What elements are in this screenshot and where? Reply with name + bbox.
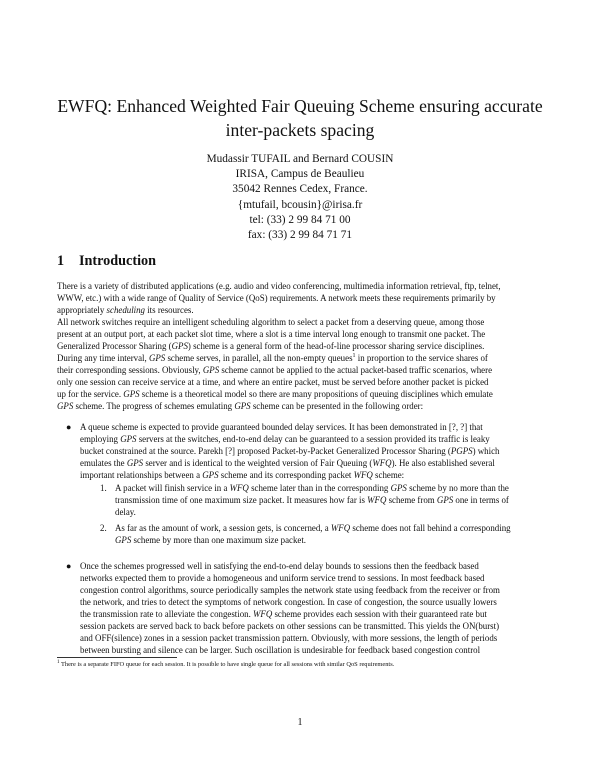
math-gps: GPS [436,495,454,505]
text-line [80,433,542,445]
math-gps: GPS [148,353,166,363]
text-span: scheme later than in the corresponding [248,483,391,493]
text-line: All network switches require an intelligent scheduling algorithm to select a packet from a deserving queue, among those [57,317,485,327]
text-line: session packets are served back to back before packets on other sessions can be transmitted. This yields the ON(burst) [80,621,500,631]
telephone: tel: (33) 2 99 84 71 00 [249,213,351,226]
text-line: between bursting and silence can be larger. Such oscillation is undesirable for feedback based congestion control [80,645,481,655]
text-span: scheme by more than one maximum size packet. [131,535,307,545]
math-gps: GPS [57,401,74,411]
text-span: A packet will finish service in a [115,483,230,493]
text-span: Generalized Processor Sharing ( [57,341,172,351]
text-span: scheme by no more than the [406,483,509,493]
text-span: scheme and its corresponding packet [218,470,354,480]
text-span: in proportion to the service shares of [355,353,488,363]
text-line [115,534,540,546]
text-line: the network, and tries to detect the symptoms of network congestion. In case of congestion, the source usually lowers [80,597,497,607]
address: 35042 Rennes Cedex, France. [232,183,368,196]
footnote-text: There is a separate FIFO queue for each session. It is possible to have single queue for all sessions with similar QoS requirements. [60,661,395,668]
math-gps: GPS [115,535,132,545]
text-span: employing [80,434,121,444]
text-span: servers at the switches, end-to-end delay can be guaranteed to a session provided its traffic is leaky [136,434,490,444]
math-gps: GPS [120,434,137,444]
text-line: WWW, etc.) with a wide range of Quality of Service (QoS) requirements. A network meets these requirements primarily by [57,293,496,303]
text-line [80,608,542,620]
math-gps: GPS [171,341,188,351]
title-line-2: inter-packets spacing [225,120,375,140]
text-span: transmission time of one maximum size packet. It measures how far is [115,495,368,505]
bullet-dot-icon: ● [66,561,72,571]
bullet-dot-icon: ● [66,422,72,432]
fax: fax: (33) 2 99 84 71 71 [247,229,353,242]
text-line: only one session can receive service at a time, and where an entire packet, must be served before another packet is picked [57,377,489,387]
math-pgps: PGPS [450,446,473,456]
text-line [80,469,542,481]
affiliation: IRISA, Campus de Beaulieu [235,168,365,181]
footnote-rule [57,657,177,658]
text-line: There is a variety of distributed applications (e.g. audio and video conferencing, multimedia information retrieval, ftp, telnet, [57,281,501,291]
text-span: scheme provides each session with their guaranteed rate but [272,609,487,619]
footnote-number: 1 [57,659,60,665]
text-span: up for the service. [57,389,124,399]
email: {mtufail, bcousin}@irisa.fr [237,198,363,211]
text-line [57,352,543,364]
text-span: ) which [472,446,500,456]
text-span: one in terms of [453,495,509,505]
author-names: Mudassir TUFAIL and Bernard COUSIN [206,153,394,165]
text-span: appropriately [57,305,107,315]
text-line [115,494,540,506]
text-line [57,400,543,412]
text-span: emulates the [80,458,127,468]
math-gps: GPS [234,401,251,411]
footnote [57,660,547,669]
item-number: 2. [100,523,107,533]
text-span: scheme. The progress of schemes emulating [73,401,235,411]
intro-paragraphs [57,280,543,412]
emphasis: scheduling [106,305,145,315]
author-block [100,152,500,243]
text-line: Once the schemes progressed well in satisfying the end-to-end delay bounds to sessions then the feedback based [80,561,479,571]
text-span: scheme serves, in parallel, all the non-empty queues [165,353,353,363]
text-line: present at an output port, at each packet slot time, where a slot is a time interval long enough to transmit one packet. The [57,329,486,339]
math-wfq: WFQ [372,458,392,468]
text-line [57,388,543,400]
text-span: As far as the amount of work, a session gets, is concerned, a [115,523,331,533]
text-span: important relationships between a [80,470,203,480]
text-span: server and is identical to the weighted version of Fair Queuing ( [143,458,373,468]
text-span: scheme can be presented in the following order: [250,401,424,411]
text-line [57,340,543,352]
math-wfq: WFQ [253,609,273,619]
text-span: scheme is a theoretical model so there are many propositions of queuing disciplines which emulate [139,389,493,399]
math-gps: GPS [123,389,140,399]
enumerated-item [100,482,540,518]
math-wfq: WFQ [367,495,387,505]
text-line [57,304,543,316]
text-span: scheme cannot be applied to the actual packet-based traffic scenarios, where [219,365,493,375]
text-line [57,364,543,376]
text-span: the transmission rate to alleviate the congestion. [80,609,254,619]
math-gps: GPS [202,365,220,375]
bullet-item [66,560,542,656]
item-number: 1. [100,483,107,493]
section-heading [57,253,156,270]
text-line [115,522,540,534]
text-span: their corresponding sessions. Obviously, [57,365,203,375]
text-line: and OFF(silence) zones in a session packet transmission pattern. Obviously, with more sessions, the length of periods [80,633,498,643]
text-line: congestion control algorithms, source periodically samples the network state using feedback from the receiver or from [80,585,500,595]
text-line [80,457,542,469]
text-span: ). He also established several [391,458,495,468]
section-title: Introduction [79,253,156,269]
text-line: A queue scheme is expected to provide guaranteed bounded delay services. It has been demonstrated in [?, ?] that [80,422,483,432]
page-number: 1 [297,717,303,728]
math-wfq: WFQ [330,523,351,533]
math-gps: GPS [202,470,219,480]
enumerated-item [100,522,540,546]
text-span: bucket constrained at the source. Parekh [?] proposed Packet-by-Packet Generalized Processor Sharing ( [80,446,451,456]
text-line: networks expected them to provide a homogeneous and uniform service trend to sessions. In most feedback based [80,573,485,583]
text-line: delay. [115,507,136,517]
title-line-1: EWFQ: Enhanced Weighted Fair Queuing Scheme ensuring accurate [57,96,543,116]
text-span: scheme: [372,470,405,480]
math-wfq: WFQ [353,470,373,480]
text-span: scheme does not fall behind a corresponding [350,523,511,533]
text-span: ) scheme is a general form of the head-of-line processor sharing service disciplines. [187,341,485,351]
footnote-marker: 1 [352,353,356,360]
math-gps: GPS [390,483,407,493]
text-span: its resources. [145,305,194,315]
text-line [115,482,540,494]
text-span: scheme from [386,495,437,505]
bullet-item [66,421,542,481]
paper-title [40,94,560,142]
text-span: During any time interval, [57,353,149,363]
text-line [80,445,542,457]
section-number: 1 [57,253,65,269]
math-gps: GPS [126,458,144,468]
math-wfq: WFQ [229,483,249,493]
